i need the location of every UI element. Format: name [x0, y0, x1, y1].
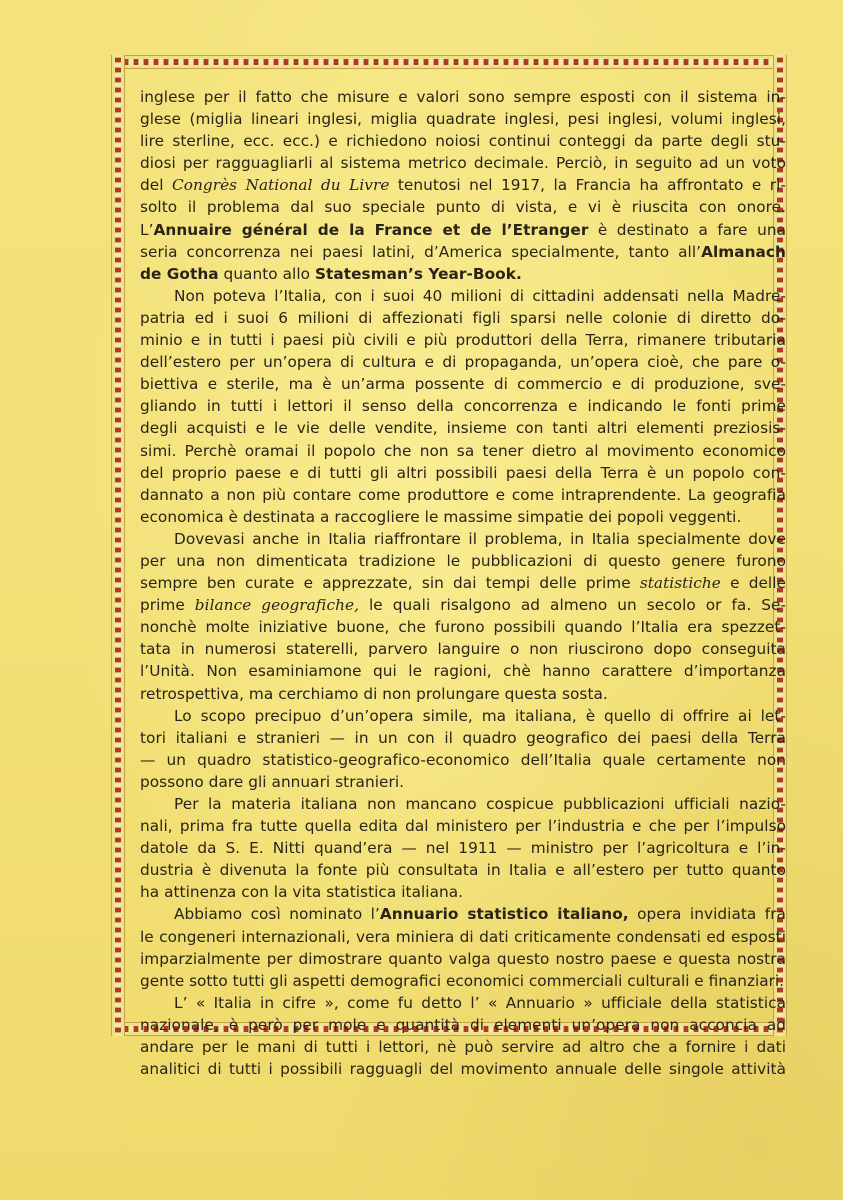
text-line: patria ed i suoi 6 milioni di affezionati figli sparsi nelle colonie di diretto do-: [140, 308, 786, 327]
italic-term: statistiche: [639, 574, 721, 593]
text-line: minio e in tutti i paesi più civili e più produttori della Terra, rimanere tributaria: [140, 331, 786, 350]
text-line: seria concorrenza nei paesi latini, d’America specialmente, tanto all’Almanach: [140, 242, 786, 261]
text-line: — un quadro statistico-geografico-economico dell’Italia quale certamente non: [140, 750, 786, 769]
text-line: imparzialmente per dimostrare quanto valga questo nostro paese e questa nostra: [140, 949, 786, 968]
text-line: de Gotha quanto allo Statesman’s Year-Book.: [140, 264, 522, 283]
text-line: l’Unità. Non esaminiamone qui le ragioni, chè hanno carattere d’importanza: [140, 662, 786, 681]
text-line: lire sterline, ecc. ecc.) e richiedono noiosi continui conteggi da parte degli stu-: [140, 132, 786, 151]
text-line: economica è destinata a raccogliere le massime simpatie dei popoli veggenti.: [140, 507, 742, 526]
text-line: nali, prima fra tutte quella edita dal ministero per l’industria e che per l’impulso: [140, 817, 786, 836]
text-line: dustria è divenuta la fonte più consultata in Italia e all’estero per tutto quanto: [140, 861, 786, 880]
text-line: del Congrès National du Livre tenutosi nel 1917, la Francia ha affrontato e ri-: [140, 176, 786, 195]
border-left: [111, 55, 125, 1036]
text-line: Dovevasi anche in Italia riaffrontare il problema, in Italia specialmente dove: [174, 529, 786, 548]
text-line: biettiva e sterile, ma è un’arma possente di commercio e di produzione, sve-: [140, 375, 786, 394]
bold-title: Almanach: [701, 242, 786, 261]
text-line: dannato a non più contare come produttore e come intraprendente. La geografia: [140, 485, 786, 504]
italic-title: Congrès National du Livre: [171, 176, 390, 195]
text-line: glese (miglia lineari inglesi, miglia quadrate inglesi, pesi inglesi, volumi inglesi,: [140, 110, 786, 129]
italic-term: bilance geografiche,: [194, 596, 360, 615]
text-line: per una non dimenticata tradizione le pubblicazioni di questo genere furono: [140, 551, 786, 570]
body-text: [140, 86, 786, 1080]
text-line: andare per le mani di tutti i lettori, nè può servire ad altro che a fornire i dati: [140, 1038, 786, 1057]
text-line: dell’estero per un’opera di cultura e di propaganda, un’opera cioè, che pare o-: [140, 353, 786, 372]
bold-title: de Gotha: [140, 264, 219, 283]
text-line: Abbiamo così nominato l’Annuario statistico italiano, opera invidiata fra: [174, 905, 786, 924]
text-line: sempre ben curate e apprezzate, sin dai tempi delle prime statistiche e delle: [140, 574, 786, 593]
text-line: Per la materia italiana non mancano cospicue pubblicazioni ufficiali nazio-: [174, 795, 786, 813]
text-line: simi. Perchè oramai il popolo che non sa tener dietro al movimento economico: [140, 441, 786, 460]
text-line: le congeneri internazionali, vera miniera di dati criticamente condensati ed esposti: [140, 927, 786, 946]
bold-title: Statesman’s Year-Book.: [314, 264, 522, 283]
text-line: nonchè molte iniziative buone, che furono possibili quando l’Italia era spezzet-: [140, 618, 786, 637]
bold-title: Annuaire général de la France et de l’Etranger: [153, 220, 589, 239]
text-line: L’Annuaire général de la France et de l’Etranger è destinato a fare una: [140, 220, 786, 239]
text-line: prime bilance geografiche, le quali risalgono ad almeno un secolo or fa. Se-: [140, 596, 786, 615]
text-line: gente sotto tutti gli aspetti demografici economici commerciali culturali e finanziari.: [140, 971, 785, 990]
text-line: ha attinenza con la vita statistica italiana.: [140, 883, 464, 902]
text-line: analitici di tutti i possibili ragguagli del movimento annuale delle singole attività: [140, 1060, 786, 1079]
text-line: possono dare gli annuari stranieri.: [140, 772, 405, 791]
bold-title: Annuario statistico italiano,: [379, 905, 629, 924]
text-line: Lo scopo precipuo d’un’opera simile, ma italiana, è quello di offrire ai let-: [174, 706, 786, 725]
text-line: datole da S. E. Nitti quand’era — nel 1911 — ministro per l’agricoltura e l’in-: [140, 839, 786, 858]
text-line: solto il problema dal suo speciale punto di vista, e vi è riuscita con onore.: [140, 198, 786, 217]
text-line: inglese per il fatto che misure e valori sono sempre esposti con il sistema in-: [140, 88, 786, 106]
text-line: gliando in tutti i lettori il senso della concorrenza e indicando le fonti prime: [140, 397, 786, 416]
text-line: nazionale, è però per mole e quantità di elementi un’opera non acconcia ad: [140, 1015, 786, 1034]
text-line: del proprio paese e di tutti gli altri possibili paesi della Terra è un popolo con-: [140, 463, 786, 482]
text-line: tata in numerosi staterelli, parvero languire o non riuscirono dopo conseguita: [140, 640, 786, 659]
text-line: degli acquisti e le vie delle vendite, insieme con tanti altri elementi preziosis-: [140, 419, 786, 438]
text-line: retrospettiva, ma cerchiamo di non prolungare questa sosta.: [140, 684, 608, 703]
text-line: diosi per ragguagliarli al sistema metrico decimale. Perciò, in seguito ad un voto: [140, 154, 786, 173]
border-top: [111, 55, 787, 69]
text-line: L’ « Italia in cifre », come fu detto l’ « Annuario » ufficiale della statistica: [174, 993, 786, 1012]
text-line: tori italiani e stranieri — in un con il quadro geografico dei paesi della Terra: [140, 728, 786, 747]
text-line: Non poteva l’Italia, con i suoi 40 milioni di cittadini addensati nella Madre-: [174, 286, 786, 305]
